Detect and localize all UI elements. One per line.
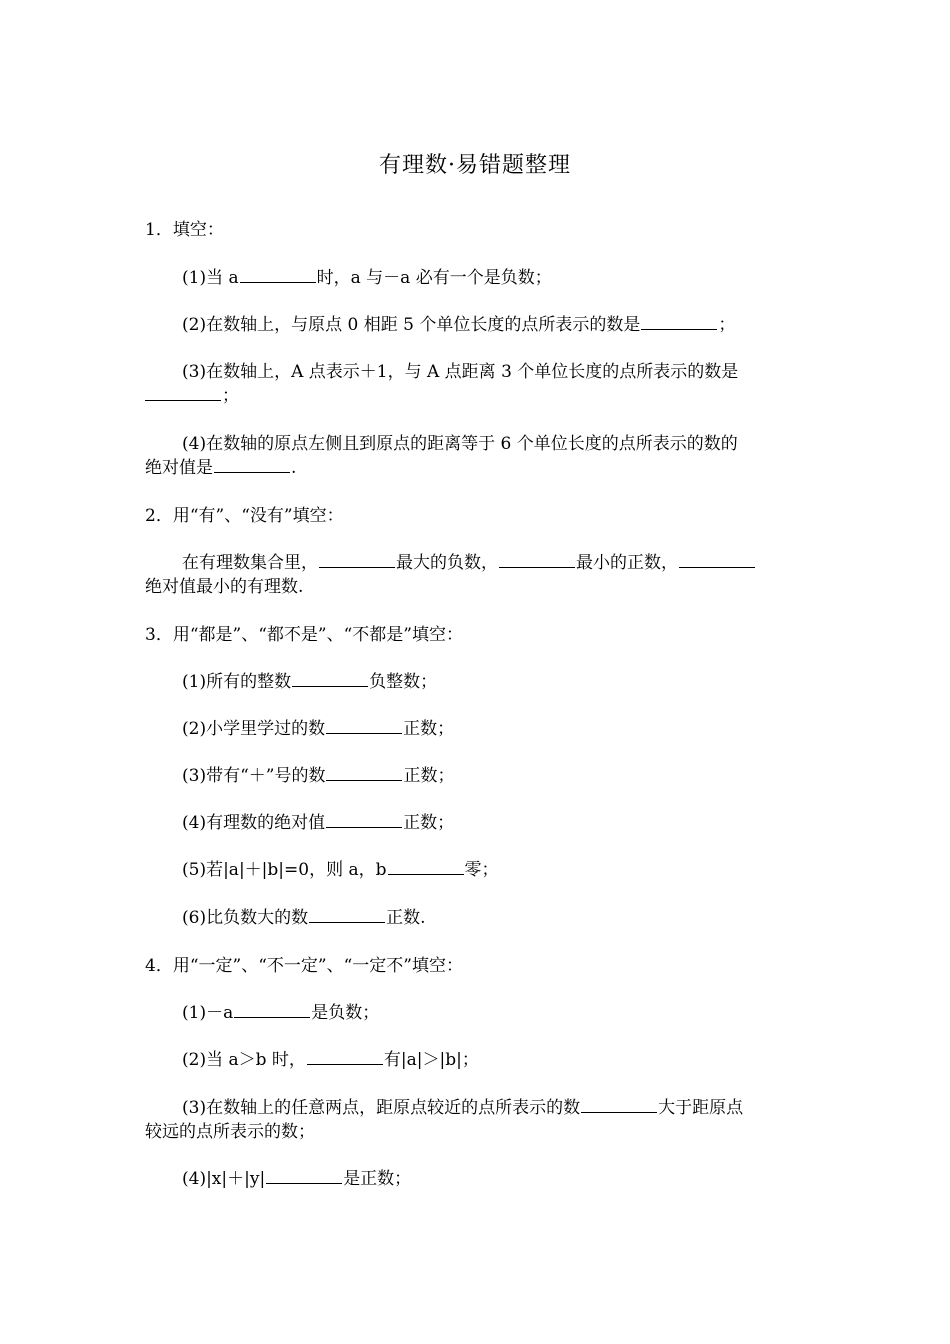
answer-blank[interactable] <box>234 1001 310 1018</box>
answer-blank[interactable] <box>326 717 402 734</box>
answer-blank[interactable] <box>581 1096 657 1113</box>
q3-item-4: (4)有理数的绝对值 正数； <box>182 813 455 833</box>
q1-item-4-line-1: (4)在数轴的原点左侧且到原点的距离等于 6 个单位长度的点所表示的数的 <box>182 434 738 454</box>
answer-blank[interactable] <box>326 764 402 781</box>
answer-blank[interactable] <box>388 858 464 875</box>
answer-blank[interactable] <box>499 551 575 568</box>
page-title: 有理数·易错题整理 <box>379 153 571 178</box>
answer-blank[interactable] <box>240 266 316 283</box>
q1-item-2: (2)在数轴上，与原点 0 相距 5 个单位长度的点所表示的数是 ； <box>182 315 736 335</box>
q1-item-3-line-2: ； <box>145 384 805 408</box>
answer-blank[interactable] <box>266 1167 342 1184</box>
answer-blank[interactable] <box>641 313 717 330</box>
q2-line-2: 绝对值最小的有理数. <box>145 577 304 597</box>
q4-item-3-line-1: (3)在数轴上的任意两点，距原点较近的点所表示的数 大于距原点 <box>182 1098 744 1118</box>
answer-blank[interactable] <box>319 551 395 568</box>
q1-item-4-line-2: 绝对值是 . <box>145 458 297 478</box>
q4-item-1: (1)－a 是负数； <box>182 1003 380 1023</box>
q1-item-3-line-1: (3)在数轴上，A 点表示＋1，与 A 点距离 3 个单位长度的点所表示的数是 <box>182 362 739 382</box>
answer-blank[interactable] <box>145 384 221 401</box>
answer-blank[interactable] <box>679 551 755 568</box>
q4-item-3-line-2: 较远的点所表示的数； <box>145 1122 315 1142</box>
q3-item-5: (5)若|a|＋|b|=0，则 a，b 零； <box>182 860 499 880</box>
q4-item-2: (2)当 a＞b 时， 有|a|＞|b|； <box>182 1050 479 1070</box>
q1-item-1: (1)当 a 时，a 与－a 必有一个是负数； <box>182 268 552 288</box>
q2-heading: 2．用“有”、“没有”填空： <box>145 506 344 526</box>
answer-blank[interactable] <box>309 906 385 923</box>
answer-blank[interactable] <box>307 1048 383 1065</box>
q3-item-2: (2)小学里学过的数 正数； <box>182 719 455 739</box>
answer-blank[interactable] <box>214 456 290 473</box>
q3-item-6: (6)比负数大的数 正数. <box>182 908 426 928</box>
q3-item-1: (1)所有的整数 负整数； <box>182 672 438 692</box>
q1-heading: 1．填空： <box>145 220 224 240</box>
q3-item-3: (3)带有“＋”号的数 正数； <box>182 766 455 786</box>
q4-item-4: (4)|x|＋|y| 是正数； <box>182 1169 412 1189</box>
q2-line-1: 在有理数集合里， 最大的负数， 最小的正数， <box>182 551 805 575</box>
q3-heading: 3．用“都是”、“都不是”、“不都是”填空： <box>145 625 463 645</box>
answer-blank[interactable] <box>292 670 368 687</box>
answer-blank[interactable] <box>326 811 402 828</box>
q4-heading: 4．用“一定”、“不一定”、“一定不”填空： <box>145 956 463 976</box>
